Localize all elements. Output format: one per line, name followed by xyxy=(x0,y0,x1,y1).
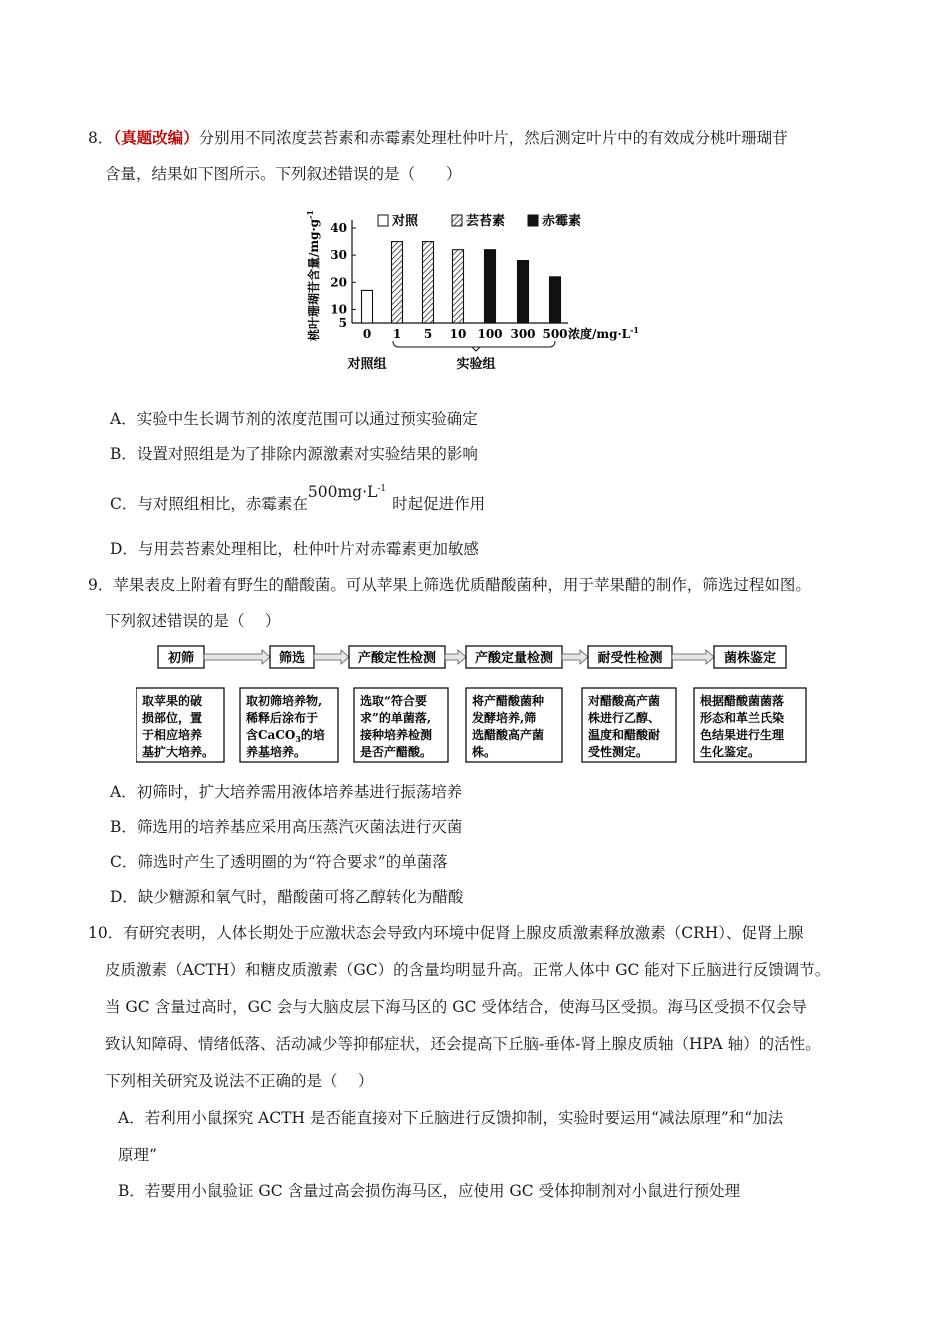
legend-label: 赤霉素 xyxy=(542,214,582,229)
experiment-group-label: 实验组 xyxy=(456,357,496,372)
control-group-label: 对照组 xyxy=(347,357,387,372)
flow-desc-line: 稀释后涂布于 xyxy=(246,711,319,725)
flow-arrow xyxy=(314,650,349,664)
legend-label: 对照 xyxy=(392,214,419,229)
flow-desc-line: 根据醋酸菌菌落 xyxy=(700,694,785,708)
bar xyxy=(485,250,496,323)
flow-step-label: 耐受性检测 xyxy=(597,651,663,666)
bar xyxy=(362,290,373,323)
flow-desc-line: 发酵培养,筛 xyxy=(472,711,537,725)
y-tick-label: 10 xyxy=(330,302,347,317)
x-tick-label: 500 xyxy=(542,327,568,341)
bar xyxy=(453,250,464,323)
q10-option-a-line2: 原理” xyxy=(118,1146,157,1164)
q8-option-c xyxy=(110,483,486,515)
q10-option-a-line1: A．若利用小鼠探究 ACTH 是否能直接对下丘脑进行反馈抑制，实验时要运用“减法原理”和“加法 xyxy=(118,1109,784,1127)
q10-stem-line4: 致认知障碍、情绪低落、活动减少等抑郁症状，还会提高下丘脑-垂体-肾上腺皮质轴（HPA 轴）的活性。 xyxy=(105,1035,821,1053)
q8-number: 8． xyxy=(88,129,114,147)
flow-step-label: 产酸定性检测 xyxy=(357,651,437,666)
experiment-brace xyxy=(393,341,555,347)
q10-stem-line5: 下列相关研究及说法不正确的是（ ） xyxy=(105,1072,374,1090)
x-tick-label: 5 xyxy=(423,327,433,341)
x-axis-label-sup: -1 xyxy=(630,325,639,335)
q8-stem-line1 xyxy=(88,127,788,149)
q10-stem-line3: 当 GC 含量过高时，GC 会与大脑皮层下海马区的 GC 受体结合，使海马区受损。海马区受损不仅会导 xyxy=(105,998,807,1016)
q10-stem-line1: 10．有研究表明，人体长期处于应激状态会导致内环境中促肾上腺皮质激素释放激素（CRH）、促肾上腺 xyxy=(88,924,804,942)
flow-desc-line: 将产醋酸菌种 xyxy=(472,694,545,708)
legend-swatch xyxy=(378,215,388,226)
q9-option-b: B．筛选用的培养基应采用高压蒸汽灭菌法进行灭菌 xyxy=(110,818,463,836)
flow-desc-line: 损部位，置 xyxy=(142,711,203,725)
flow-arrow xyxy=(672,650,714,664)
flow-step-label: 产酸定量检测 xyxy=(474,651,554,666)
legend-swatch xyxy=(528,215,538,226)
flow-desc-line: 株进行乙醇、 xyxy=(588,711,661,725)
q8-bar-chart xyxy=(300,198,660,378)
y-axis-label: 桃叶珊瑚苷含量$/mg\cdot g^{-1}$ xyxy=(305,210,321,341)
q9-option-c: C．筛选时产生了透明圈的为“符合要求”的单菌落 xyxy=(110,853,448,871)
caco3-subscript: 3 xyxy=(295,734,301,744)
flow-desc-line: 接种培养检测 xyxy=(360,728,433,742)
y-axis-label-sup: -1 xyxy=(305,210,315,219)
flow-desc-line: 选取“符合要 xyxy=(360,694,427,708)
flow-desc-line: 取初筛培养物, xyxy=(246,694,323,708)
x-tick-label: 0 xyxy=(362,327,372,341)
flow-arrow xyxy=(445,650,466,664)
flow-desc-line: 温度和醋酸耐 xyxy=(588,728,661,742)
flow-desc-line: 株。 xyxy=(472,745,497,759)
flow-desc-line: 形态和革兰氏染 xyxy=(700,711,785,725)
q9-option-d: D．缺少糖源和氧气时，醋酸菌可将乙醇转化为醋酸 xyxy=(110,888,464,906)
bar xyxy=(518,261,529,323)
q10-stem-line2: 皮质激素（ACTH）和糖皮质激素（GC）的含量均明显升高。正常人体中 GC 能对下丘脑进行反馈调节。 xyxy=(105,961,831,979)
flow-desc-line: 求”的单菌落, xyxy=(360,711,432,725)
x-axis-label: 浓度$/mg\cdot L^{-1}$ xyxy=(568,325,639,341)
flow-desc-line: 是否产醋酸。 xyxy=(360,745,433,759)
flow-desc-line: 含CaCO$_3$的培 xyxy=(246,728,325,744)
flow-desc-line: 于相应培养 xyxy=(142,728,203,742)
x-tick-label: 1 xyxy=(392,327,402,341)
q8-source-tag: （真题改编） xyxy=(113,128,199,147)
flow-desc-line: 养基培养。 xyxy=(246,745,307,759)
legend-label: 芸苔素 xyxy=(466,214,506,229)
y-tick-label: 20 xyxy=(330,275,347,290)
q9-stem-line2: 下列叙述错误的是（ ） xyxy=(105,612,281,630)
q10-option-b: B．若要用小鼠验证 GC 含量过高会损伤海马区，应使用 GC 受体抑制剂对小鼠进行预处理 xyxy=(118,1182,741,1200)
q8-option-c-value: $500mg\cdot L^{-1}$ xyxy=(307,483,387,502)
q9-option-a: A．初筛时，扩大培养需用液体培养基进行振荡培养 xyxy=(110,783,463,801)
x-tick-label: 100 xyxy=(477,327,503,341)
q8-option-d: D．与用芸苔素处理相比，杜仲叶片对赤霉素更加敏感 xyxy=(110,540,479,558)
y-tick-label: 5 xyxy=(338,316,347,330)
y-tick-label: 40 xyxy=(330,221,347,235)
x-tick-label: 10 xyxy=(449,327,467,341)
q9-flow-diagram xyxy=(136,640,826,766)
y-tick-label: 30 xyxy=(330,248,347,263)
flow-arrow xyxy=(562,650,588,664)
q8-option-b: B．设置对照组是为了排除内源激素对实验结果的影响 xyxy=(110,445,478,463)
q8-option-a: A．实验中生长调节剂的浓度范围可以通过预实验确定 xyxy=(110,410,478,428)
flow-desc-line: 选醋酸高产菌 xyxy=(472,728,545,742)
flow-desc-line: 基扩大培养。 xyxy=(142,745,215,759)
x-tick-label: 300 xyxy=(510,327,536,341)
flow-desc-line: 受性测定。 xyxy=(588,745,649,759)
legend-swatch xyxy=(452,215,462,226)
q9-stem-line1: 9．苹果表皮上附着有野生的醋酸菌。可从苹果上筛选优质醋酸菌种，用于苹果醋的制作，筛选过程如图。 xyxy=(88,576,811,594)
flow-desc-line: 生化鉴定。 xyxy=(700,745,761,759)
q8-stem-1: 分别用不同浓度芸苔素和赤霉素处理杜仲叶片，然后测定叶片中的有效成分桃叶珊瑚苷 xyxy=(198,129,788,147)
flow-desc-line: 对醋酸高产菌 xyxy=(588,694,661,708)
flow-arrow xyxy=(204,650,270,664)
caco3-post: 的培 xyxy=(300,728,325,742)
bar xyxy=(392,242,403,323)
flow-step-label: 筛选 xyxy=(278,651,306,666)
q8-option-c-pre: C．与对照组相比，赤霉素在 xyxy=(110,495,308,514)
flow-desc-line: 色结果进行生理 xyxy=(700,728,785,742)
q8-stem-line2: 含量，结果如下图所示。下列叙述错误的是（ ） xyxy=(105,165,462,183)
flow-step-label: 初筛 xyxy=(167,651,195,666)
flow-desc-line: 取苹果的破 xyxy=(142,694,203,708)
q8-option-c-post: 时起促进作用 xyxy=(392,495,486,514)
flow-step-label: 菌株鉴定 xyxy=(723,651,777,666)
bar xyxy=(423,242,434,323)
bar xyxy=(550,277,561,323)
experiment-brace-tip xyxy=(472,347,480,351)
